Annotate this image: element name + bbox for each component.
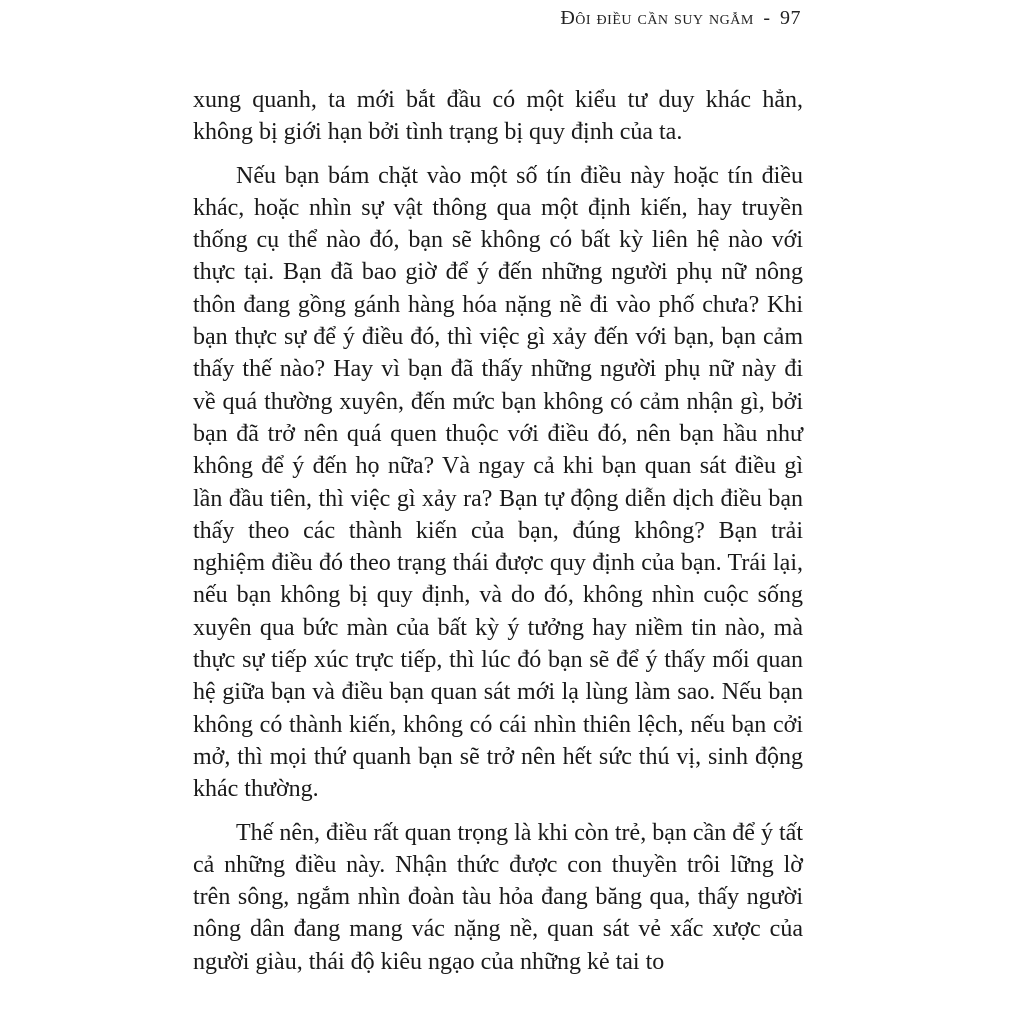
chapter-title: Đôi điều cần suy ngẫm (560, 7, 754, 29)
page-number: 97 (780, 7, 801, 29)
header-separator: - (763, 7, 771, 29)
paragraph: Nếu bạn bám chặt vào một số tín điều này hoặc tín điều khác, hoặc nhìn sự vật thông qua một định kiến, hay truyền thống cụ thể nào đó, bạn sẽ không có bất kỳ liên hệ nào với thực tại. Bạn đã bao giờ để ý đến những người phụ nữ nông thôn đang gồng gánh hàng hóa nặng nề đi vào phố chưa? Khi bạn thực sự để ý điều đó, thì việc gì xảy đến với bạn, bạn cảm thấy thế nào? Hay vì bạn đã thấy những người phụ nữ này đi về quá thường xuyên, đến mức bạn không có cảm nhận gì, bởi bạn đã trở nên quá quen thuộc với điều đó, nên bạn hầu như không để ý đến họ nữa? Và ngay cả khi bạn quan sát điều gì lần đầu tiên, thì việc gì xảy ra? Bạn tự động diễn dịch điều bạn thấy theo các thành kiến của bạn, đúng không? Bạn trải nghiệm điều đó theo trạng thái được quy định của bạn. Trái lại, nếu bạn không bị quy định, và do đó, không nhìn cuộc sống xuyên qua bức màn của bất kỳ ý tưởng hay niềm tin nào, mà thực sự tiếp xúc trực tiếp, thì lúc đó bạn sẽ để ý thấy mối quan hệ giữa bạn và điều bạn quan sát mới lạ lùng làm sao. Nếu bạn không có thành kiến, không có cái nhìn thiên lệch, nếu bạn cởi mở, thì mọi thứ quanh bạn sẽ trở nên hết sức thú vị, sinh động khác thường. (193, 162, 803, 803)
running-header (560, 7, 801, 30)
body-text (193, 84, 803, 978)
paragraph-continuation: xung quanh, ta mới bắt đầu có một kiểu tư duy khác hẳn, không bị giới hạn bởi tình trạng bị quy định của ta. (193, 87, 803, 146)
paragraph: Thế nên, điều rất quan trọng là khi còn trẻ, bạn cần để ý tất cả những điều này. Nhận thức được con thuyền trôi lững lờ trên sông, ngắm nhìn đoàn tàu hỏa đang băng qua, thấy người nông dân đang mang vác nặng nề, quan sát vẻ xấc xược của người giàu, thái độ kiêu ngạo của những kẻ tai to (193, 819, 803, 975)
